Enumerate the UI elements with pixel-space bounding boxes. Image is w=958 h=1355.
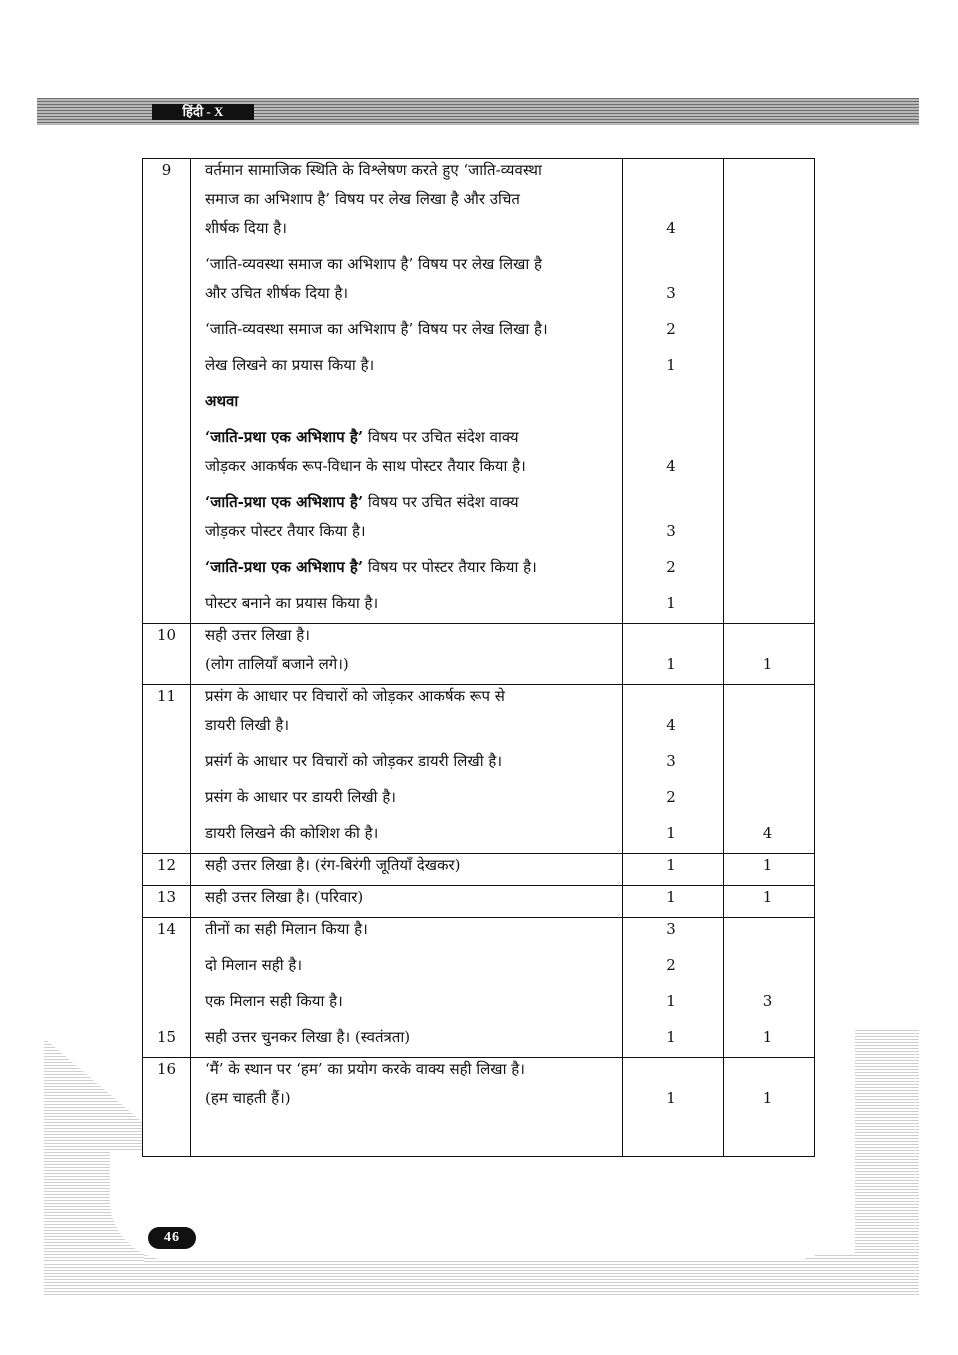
total-marks-value — [721, 357, 814, 374]
marks-value — [621, 429, 721, 446]
question-number — [143, 321, 190, 338]
question-number — [143, 220, 190, 237]
criterion-text: सही उत्तर लिखा है। — [205, 626, 310, 644]
total-marks-value: 1 — [762, 655, 773, 673]
marks-value: 1 — [666, 1089, 676, 1107]
column-divider — [622, 159, 623, 623]
question-number — [143, 753, 190, 770]
total-marks-value — [721, 1061, 814, 1078]
table-row — [143, 159, 814, 623]
column-divider — [622, 918, 623, 1057]
criterion-text: (हम चाहती हैं।) — [205, 1089, 291, 1107]
marks-value: 2 — [666, 956, 676, 974]
question-number — [143, 717, 190, 734]
marks-value — [621, 162, 721, 179]
criterion-text: ‘जाति-व्यवस्था समाज का अभिशाप है’ विषय पर लेख लिखा है — [205, 255, 542, 273]
total-marks-value — [721, 285, 814, 302]
table-row — [143, 623, 814, 684]
criterion-item — [143, 595, 814, 612]
criterion-text: प्रसंर्ग के आधार पर विचारों को जोड़कर डायरी लिखी है। — [205, 752, 503, 770]
total-marks-value — [721, 559, 814, 576]
criterion-text: और उचित शीर्षक दिया है। — [205, 284, 349, 302]
column-divider — [190, 1058, 191, 1156]
criterion-text: पोस्टर बनाने का प्रयास किया है। — [205, 594, 379, 612]
page-number-badge: 46 — [148, 1227, 196, 1249]
total-marks-value: 3 — [762, 992, 773, 1010]
criterion-text: तीनों का सही मिलान किया है। — [205, 920, 368, 938]
question-number — [143, 656, 190, 673]
topic-emphasis: ‘जाति-प्रथा एक अभिशाप है’ — [205, 428, 364, 446]
column-divider — [723, 918, 724, 1057]
criterion-item — [143, 857, 814, 874]
question-number — [143, 825, 190, 842]
criterion-item — [143, 789, 814, 806]
criterion-text: ‘जाति-व्यवस्था समाज का अभिशाप है’ विषय पर लेख लिखा है। — [205, 320, 548, 338]
table-row — [143, 885, 814, 917]
column-divider — [190, 624, 191, 684]
marks-value: 2 — [666, 788, 676, 806]
column-divider — [723, 159, 724, 623]
total-marks-value — [721, 688, 814, 705]
total-marks-value — [721, 957, 814, 974]
criterion-item — [143, 627, 814, 673]
criterion-item — [143, 559, 814, 576]
total-marks-value — [721, 717, 814, 734]
criterion-text: शीर्षक दिया है। — [205, 219, 287, 237]
topic-emphasis: ‘जाति-प्रथा एक अभिशाप है’ — [205, 558, 364, 576]
column-divider — [723, 1058, 724, 1156]
criterion-text: प्रसंग के आधार पर विचारों को जोड़कर आकर्षक रूप से — [205, 687, 505, 705]
marks-value: 4 — [666, 219, 676, 237]
criterion-item — [143, 357, 814, 374]
column-divider — [723, 886, 724, 917]
marks-value — [621, 494, 721, 511]
marks-value — [621, 1061, 721, 1078]
question-number: 10 — [156, 626, 177, 644]
table-row — [143, 917, 814, 1057]
criterion-item — [143, 1061, 814, 1107]
question-number — [143, 429, 190, 446]
criterion-text: (लोग तालियाँ बजाने लगे।) — [205, 655, 349, 673]
marks-value: 1 — [666, 1028, 676, 1046]
marks-value — [621, 627, 721, 644]
criterion-item — [143, 494, 814, 540]
total-marks-value — [721, 753, 814, 770]
marks-value — [621, 256, 721, 273]
marks-value: 1 — [666, 856, 676, 874]
criterion-text: ‘जाति-प्रथा एक अभिशाप है’ विषय पर पोस्टर तैयार किया है। — [205, 558, 537, 576]
total-marks-value — [721, 494, 814, 511]
marks-value: 3 — [666, 752, 676, 770]
question-number — [143, 559, 190, 576]
question-number — [143, 458, 190, 475]
total-marks-value: 4 — [762, 824, 773, 842]
topic-emphasis: ‘जाति-प्रथा एक अभिशाप है’ — [205, 493, 364, 511]
criterion-text: डायरी लिखने की कोशिश की है। — [205, 824, 379, 842]
marks-value: 2 — [666, 320, 676, 338]
criterion-text: जोड़कर आकर्षक रूप-विधान के साथ पोस्टर तैयार किया है। — [205, 457, 526, 475]
table-row — [143, 853, 814, 885]
criterion-text: ‘जाति-प्रथा एक अभिशाप है’ विषय पर उचित संदेश वाक्य — [205, 428, 519, 446]
marks-value: 3 — [666, 284, 676, 302]
criterion-text: लेख लिखने का प्रयास किया है। — [205, 356, 375, 374]
question-number — [143, 191, 190, 208]
criterion-text: डायरी लिखी है। — [205, 716, 290, 734]
criterion-item — [143, 957, 814, 974]
question-number: 14 — [156, 920, 177, 938]
total-marks-value — [721, 458, 814, 475]
question-number: 13 — [156, 888, 177, 906]
column-divider — [723, 685, 724, 853]
column-divider — [190, 918, 191, 1057]
page-card-curve — [110, 1150, 852, 1260]
question-number — [143, 523, 190, 540]
criterion-text: वर्तमान सामाजिक स्थिति के विश्लेषण करते हुए ‘जाति-व्यवस्था — [205, 161, 542, 179]
question-number — [143, 789, 190, 806]
criterion-text: समाज का अभिशाप है’ विषय पर लेख लिखा है और उचित — [205, 190, 520, 208]
column-divider — [190, 886, 191, 917]
marks-value: 1 — [666, 594, 676, 612]
question-number: 9 — [161, 161, 172, 179]
question-number — [143, 357, 190, 374]
criterion-text: सही उत्तर चुनकर लिखा है। (स्वतंत्रता) — [205, 1028, 411, 1046]
question-number — [143, 285, 190, 302]
question-number — [143, 957, 190, 974]
total-marks-value: 1 — [762, 1089, 773, 1107]
question-number — [143, 494, 190, 511]
criterion-item — [143, 889, 814, 906]
column-divider — [622, 624, 623, 684]
column-divider — [190, 159, 191, 623]
total-marks-value — [721, 256, 814, 273]
criterion-item — [143, 429, 814, 475]
total-marks-value — [721, 627, 814, 644]
marks-value — [621, 191, 721, 208]
subject-tab: हिंदी - X — [152, 104, 254, 120]
question-number: 11 — [156, 687, 177, 705]
marks-value: 3 — [666, 920, 676, 938]
criterion-item — [143, 162, 814, 237]
total-marks-value: 1 — [762, 856, 773, 874]
column-divider — [622, 1058, 623, 1156]
table-row — [143, 1057, 814, 1156]
total-marks-value — [721, 523, 814, 540]
total-marks-value — [721, 220, 814, 237]
criterion-item — [143, 825, 814, 842]
question-number — [143, 256, 190, 273]
marks-value: 1 — [666, 888, 676, 906]
criterion-item — [143, 753, 814, 770]
marks-value: 2 — [666, 558, 676, 576]
marks-value — [621, 688, 721, 705]
total-marks-value — [721, 321, 814, 338]
criterion-text: अथवा — [205, 392, 239, 410]
decorative-stripes-bottom — [44, 1255, 919, 1297]
total-marks-value — [721, 429, 814, 446]
criterion-item — [143, 321, 814, 338]
total-marks-value — [721, 595, 814, 612]
marks-value: 1 — [666, 992, 676, 1010]
question-number — [143, 993, 190, 1010]
total-marks-value — [721, 921, 814, 938]
question-number — [143, 595, 190, 612]
total-marks-value — [721, 162, 814, 179]
column-divider — [622, 685, 623, 853]
criterion-item — [143, 921, 814, 938]
criterion-text: दो मिलान सही है। — [205, 956, 303, 974]
criterion-text: ‘मैं’ के स्थान पर ‘हम’ का प्रयोग करके वाक्य सही लिखा है। — [205, 1060, 525, 1078]
column-divider — [723, 854, 724, 885]
total-marks-value: 1 — [762, 888, 773, 906]
column-divider — [190, 685, 191, 853]
question-number: 16 — [156, 1060, 177, 1078]
total-marks-value — [721, 789, 814, 806]
marks-value: 4 — [666, 457, 676, 475]
marks-value: 3 — [666, 522, 676, 540]
marks-value: 1 — [666, 655, 676, 673]
column-divider — [190, 854, 191, 885]
question-number: 15 — [156, 1028, 177, 1046]
column-divider — [723, 624, 724, 684]
criterion-text: एक मिलान सही किया है। — [205, 992, 343, 1010]
criterion-text: प्रसंग के आधार पर डायरी लिखी है। — [205, 788, 396, 806]
total-marks-value — [721, 393, 814, 410]
total-marks-value: 1 — [762, 1028, 773, 1046]
table-row — [143, 684, 814, 853]
marks-value: 1 — [666, 824, 676, 842]
criterion-item — [143, 688, 814, 734]
question-number — [143, 1090, 190, 1107]
criterion-text: सही उत्तर लिखा है। (रंग-बिरंगी जूतियाँ देखकर) — [205, 856, 461, 874]
criterion-text: सही उत्तर लिखा है। (परिवार) — [205, 888, 364, 906]
column-divider — [622, 886, 623, 917]
criterion-item — [143, 1029, 814, 1046]
criterion-text: जोड़कर पोस्टर तैयार किया है। — [205, 522, 366, 540]
question-number — [143, 393, 190, 410]
criterion-item — [143, 993, 814, 1010]
column-divider — [622, 854, 623, 885]
criterion-text: ‘जाति-प्रथा एक अभिशाप है’ विषय पर उचित संदेश वाक्य — [205, 493, 519, 511]
marking-scheme-table — [142, 158, 815, 1157]
criterion-item — [143, 256, 814, 302]
marks-value: 1 — [666, 356, 676, 374]
criterion-item — [143, 393, 814, 410]
marks-value: 4 — [666, 716, 676, 734]
total-marks-value — [721, 191, 814, 208]
marks-value — [621, 393, 721, 410]
question-number: 12 — [156, 856, 177, 874]
